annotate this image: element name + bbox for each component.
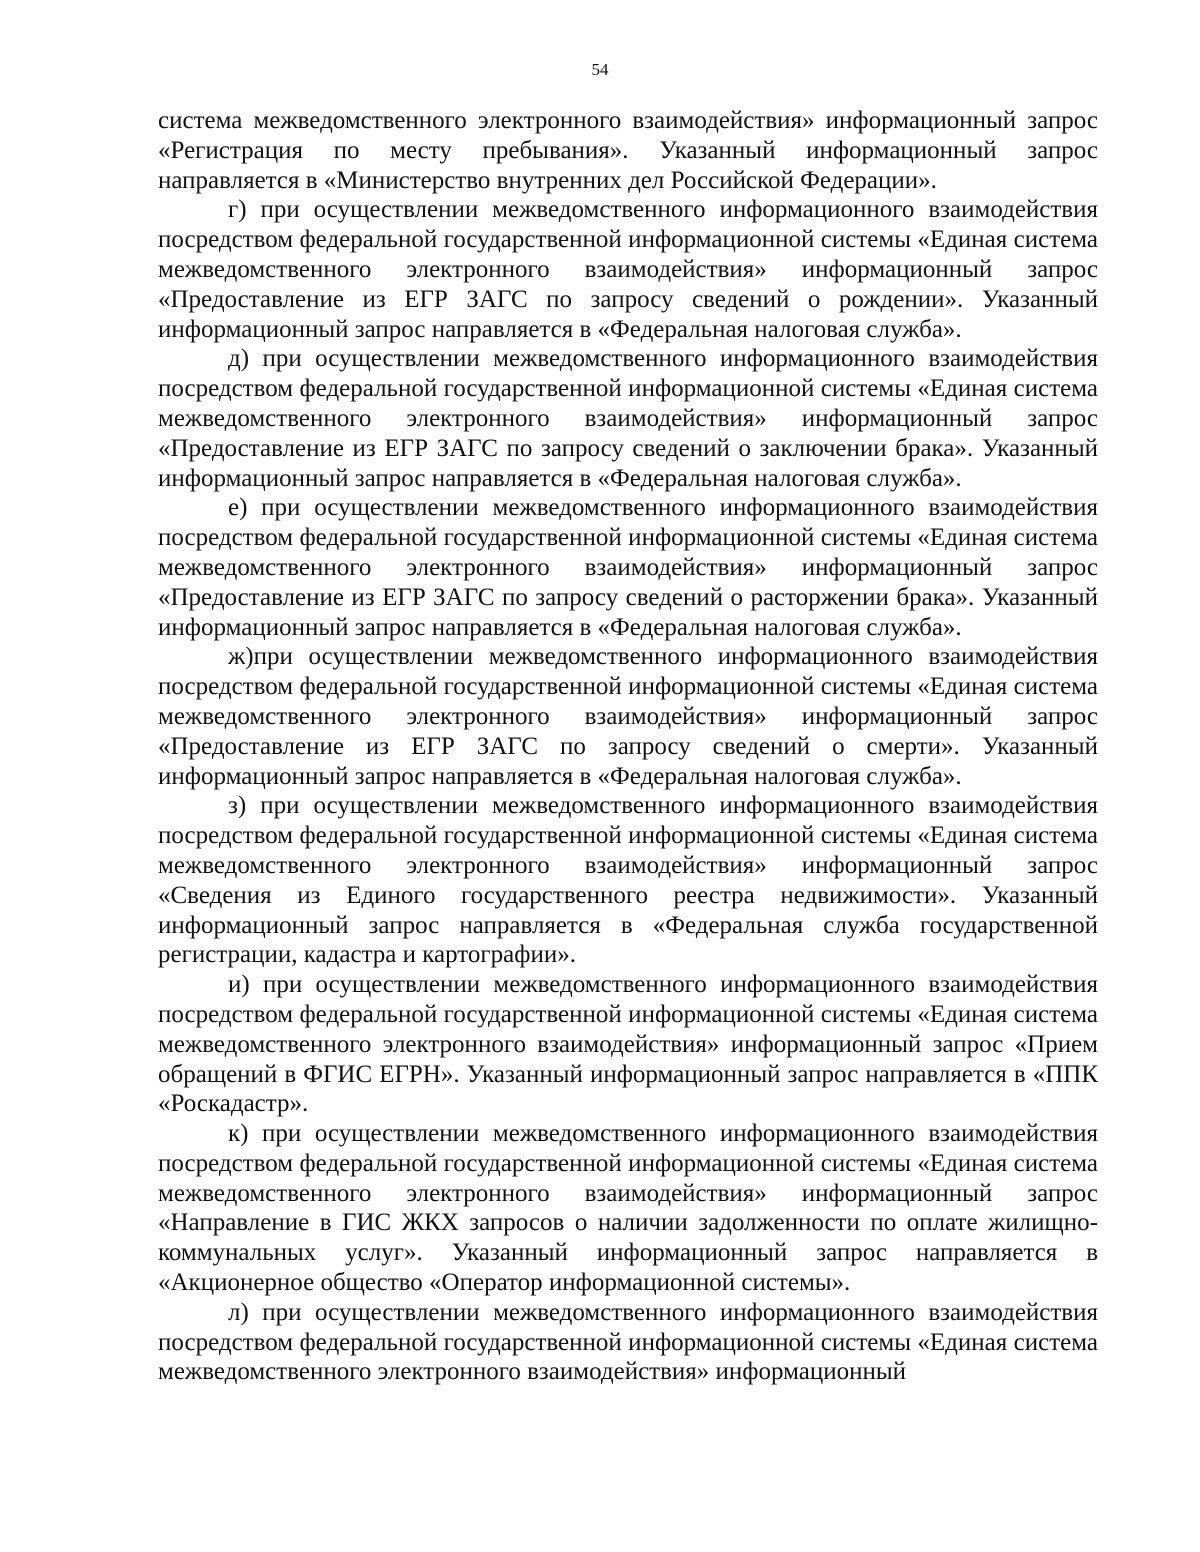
paragraph-item-k: к) при осуществлении межведомственного информационного взаимодействия посредством федеральной государственной информационной системы «Единая система межведомственного электронного взаимодействия» информационный запрос «Направление в ГИС ЖКХ запросов о наличии задолженности по оплате жилищно-коммунальных услуг». Указанный информационный запрос направляется в «Акционерное общество «Оператор информационной системы». bbox=[158, 1120, 1098, 1297]
paragraph-item-zh: ж)при осуществлении межведомственного информационного взаимодействия посредством федеральной государственной информационной системы «Единая система межведомственного электронного взаимодействия» информационный запрос «Предоставление из ЕГР ЗАГС по запросу сведений о смерти». Указанный информационный запрос направляется в «Федеральная налоговая служба». bbox=[158, 643, 1098, 790]
page-number: 54 bbox=[591, 60, 609, 79]
paragraph-item-d: д) при осуществлении межведомственного информационного взаимодействия посредством федеральной государственной информационной системы «Единая система межведомственного электронного взаимодействия» информационный запрос «Предоставление из ЕГР ЗАГС по запросу сведений о заключении брака». Указанный информационный запрос направляется в «Федеральная налоговая служба». bbox=[158, 345, 1098, 492]
paragraph-item-z: з) при осуществлении межведомственного информационного взаимодействия посредством федеральной государственной информационной системы «Единая система межведомственного электронного взаимодействия» информационный запрос «Сведения из Единого государственного реестра недвижимости». Указанный информационный запрос направляется в «Федеральная служба государственной регистрации, кадастра и картографии». bbox=[158, 792, 1098, 969]
paragraph-continuation: система межведомственного электронного взаимодействия» информационный запрос «Регистрация по месту пребывания». Указанный информационный запрос направляется в «Министерство внутренних дел Российской Федерации». bbox=[158, 107, 1098, 194]
paragraph-item-i: и) при осуществлении межведомственного информационного взаимодействия посредством федеральной государственной информационной системы «Единая система межведомственного электронного взаимодействия» информационный запрос «Прием обращений в ФГИС ЕГРН». Указанный информационный запрос направляется в «ППК «Роскадастр». bbox=[158, 971, 1098, 1118]
paragraph-item-l: л) при осуществлении межведомственного информационного взаимодействия посредством федеральной государственной информационной системы «Единая система межведомственного электронного взаимодействия» информационный bbox=[158, 1298, 1098, 1386]
document-body bbox=[158, 106, 1098, 1387]
paragraph-item-e: е) при осуществлении межведомственного информационного взаимодействия посредством федеральной государственной информационной системы «Единая система межведомственного электронного взаимодействия» информационный запрос «Предоставление из ЕГР ЗАГС по запросу сведений о расторжении брака». Указанный информационный запрос направляется в «Федеральная налоговая служба». bbox=[158, 494, 1098, 641]
paragraph-item-g: г) при осуществлении межведомственного информационного взаимодействия посредством федеральной государственной информационной системы «Единая система межведомственного электронного взаимодействия» информационный запрос «Предоставление из ЕГР ЗАГС по запросу сведений о рождении». Указанный информационный запрос направляется в «Федеральная налоговая служба». bbox=[158, 196, 1098, 343]
